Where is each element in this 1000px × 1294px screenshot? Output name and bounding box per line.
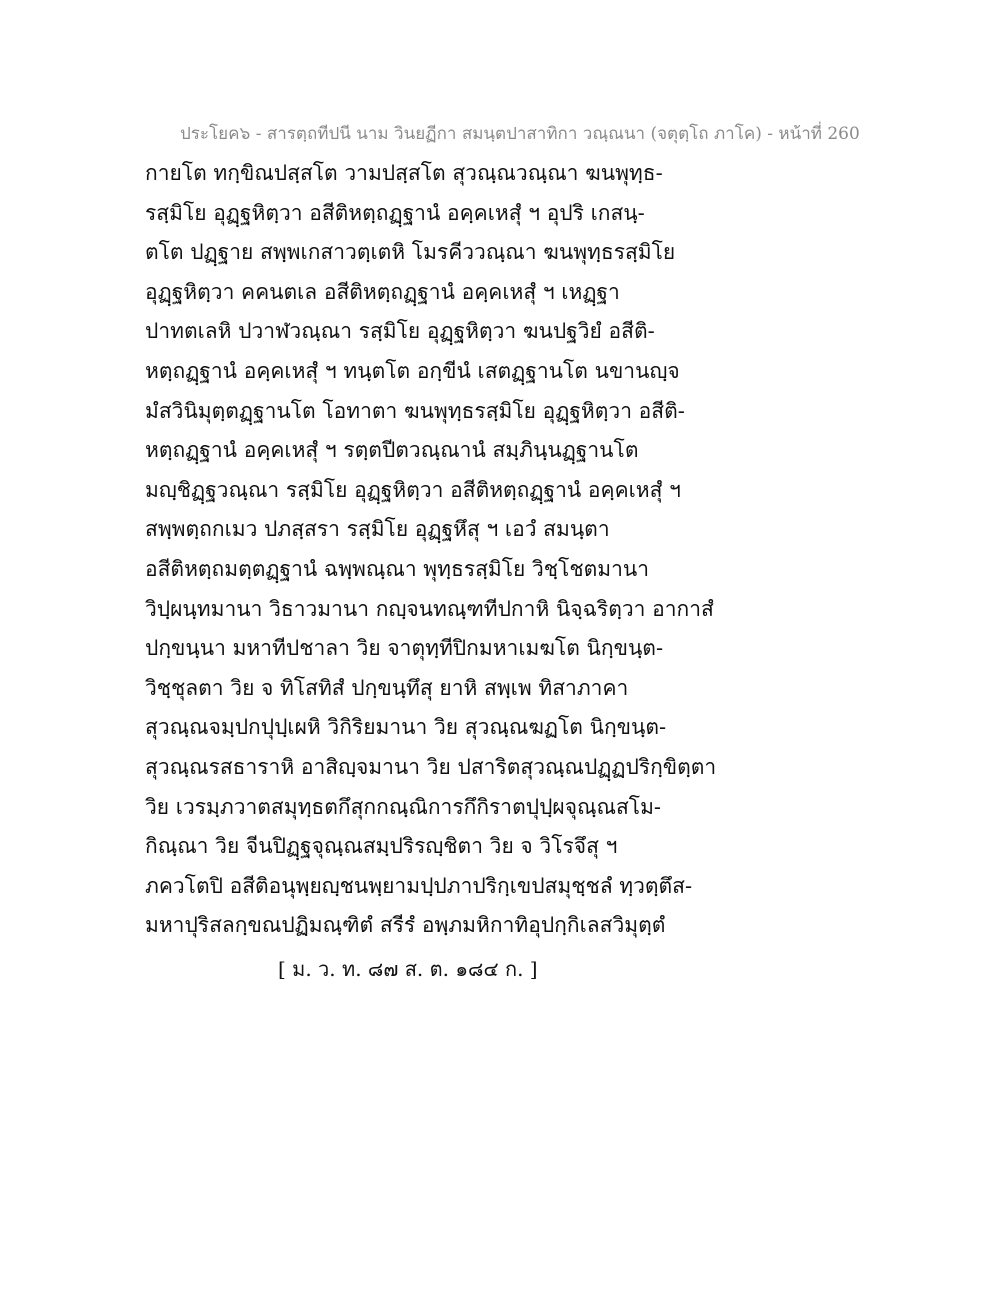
text-line: หตฺถฏฺฐานํ อคฺคเหสุํ ฯ ทนฺตโต อกฺขีนํ เสตฏฺฐานโต นขานญฺจ (145, 358, 680, 383)
text-line: สุวณฺณรสธาราหิ อาสิญฺจมานา วิย ปสาริตสุวณฺณปฏฺฏปริกฺขิตฺตา (145, 754, 717, 779)
text-line: หตฺถฏฺฐานํ อคฺคเหสุํ ฯ รตฺตปีตวณฺณานํ สมฺภินฺนฏฺฐานโต (145, 438, 639, 463)
text-line: มหาปุริสลกฺขณปฏิมณฺฑิตํ สรีรํ อพฺภมหิกาทิอุปกฺกิเลสวิมุตฺตํ (145, 913, 666, 938)
text-line: มํสวินิมุตฺตฏฺฐานโต โอทาตา ฆนพุทฺธรสฺมิโย อุฏฺฐหิตฺวา อสีติ- (145, 398, 685, 423)
text-line: ปกฺขนฺนา มหาทีปชาลา วิย จาตุทฺทีปิกมหาเมฆโต นิกฺขนฺต- (145, 636, 664, 661)
text-line: อสีติหตฺถมตฺตฏฺฐานํ ฉพฺพณฺณา พุทฺธรสฺมิโย วิชฺโชตมานา (145, 556, 650, 581)
text-line: กิณฺณา วิย จีนปิฏฺฐจุณฺณสมฺปริรญฺชิตา วิย จ วิโรจึสุ ฯ (145, 834, 618, 859)
footnote-reference: [ ม. ว. ท. ๘๗ ส. ต. ๑๘๔ ก. ] (278, 957, 538, 981)
text-line: วิย เวรมฺภวาตสมุทฺธตกึสุกกณฺณิการกึกิราตปุปฺผจุณฺณสโม- (145, 794, 662, 819)
text-line: ปาทตเลหิ ปวาฬวณฺณา รสฺมิโย อุฏฺฐหิตฺวา ฆนปฐวิยํ อสีติ- (145, 319, 655, 344)
body-paragraph (145, 158, 865, 950)
text-line: สุวณฺณจมฺปกปุปฺเผหิ วิกิริยมานา วิย สุวณฺณฆฏโต นิกฺขนฺต- (145, 715, 667, 740)
text-line: รสฺมิโย อุฏฺฐหิตฺวา อสีติหตฺถฏฺฐานํ อคฺคเหสุํ ฯ อุปริ เกสนฺ- (145, 200, 645, 225)
text-line: วิปฺผนฺทมานา วิธาวมานา กญฺจนทณฺฑทีปกาหิ นิจฺฉริตฺวา อากาสํ (145, 596, 714, 621)
text-line: มญฺชิฏฺฐวณฺณา รสฺมิโย อุฏฺฐหิตฺวา อสีติหตฺถฏฺฐานํ อคฺคเหสุํ ฯ (145, 477, 681, 502)
text-line: ตโต ปฏฺฐาย สพฺพเกสาวตฺเตหิ โมรคีววณฺณา ฆนพุทฺธรสฺมิโย (145, 240, 676, 265)
text-line: ภควโตปิ อสีติอนุพฺยญฺชนพฺยามปฺปภาปริกฺเขปสมุชฺชลํ ทฺวตฺตึส- (145, 873, 693, 898)
text-line: วิชฺชุลตา วิย จ ทิโสทิสํ ปกฺขนฺทึสุ ยาหิ สพฺเพ ทิสาภาคา (145, 675, 629, 700)
text-line: กายโต ทกฺขิณปสฺสโต วามปสฺสโต สุวณฺณวณฺณา ฆนพุทฺธ- (145, 161, 663, 185)
text-line: อุฏฺฐหิตฺวา คคนตเล อสีติหตฺถฏฺฐานํ อคฺคเหสุํ ฯ เหฏฺฐา (145, 279, 620, 304)
text-line: สพฺพตฺถกเมว ปภสฺสรา รสฺมิโย อุฏฺฐหึสุ ฯ เอวํ สมนฺตา (145, 517, 610, 542)
running-header: ประโยค๖ - สารตฺถทีปนี นาม วินยฏีกา สมนฺตปาสาทิกา วณฺณนา (จตุตฺโถ ภาโค) - หน้าที่ 260 (180, 124, 860, 144)
